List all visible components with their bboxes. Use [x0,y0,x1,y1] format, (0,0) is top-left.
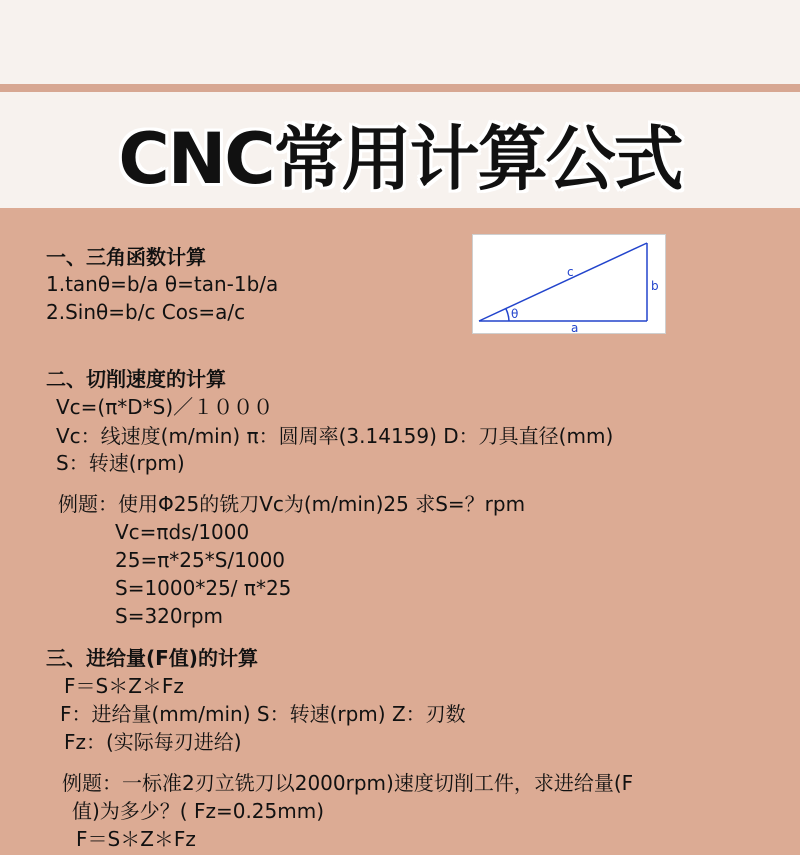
label-theta: θ [511,307,519,321]
section3-defs: F：进给量(mm/min) S：转速(rpm) Z：刃数 [60,702,466,726]
divider-bar [0,84,800,92]
section3-example-line1: 例题：一标准2刃立铣刀以2000rpm)速度切削工件，求进给量(F [62,771,634,795]
side-c-line [479,243,647,321]
section2-heading: 二、切削速度的计算 [46,367,226,391]
label-a: a [571,321,579,333]
section2-step-1: Vc=πds/1000 [115,520,250,544]
section1-line1: 1.tanθ=b/a θ=tan-1b/a [46,272,279,296]
label-c: c [567,265,574,279]
triangle-diagram [472,234,666,334]
section2-s-def: S：转速(rpm) [56,451,185,475]
section2-defs: Vc：线速度(m/min) π：圆周率(3.14159) D：刀具直径(mm) [56,424,614,448]
section1-heading: 一、三角函数计算 [46,245,206,269]
section3-formula: F＝S＊Z＊Fz [64,674,184,698]
theta-arc [506,309,509,321]
section2-example: 例题：使用Φ25的铣刀Vc为(m/min)25 求S=？rpm [58,492,526,516]
top-band [0,0,800,84]
section3-example-line2: 值)为多少？( Fz=0.25mm) [72,799,325,823]
page-title: CNC常用计算公式 [118,118,682,200]
section2-step-3: S=1000*25/ π*25 [115,576,292,600]
section3-formula-repeat: F＝S＊Z＊Fz [76,827,196,851]
section2-step-2: 25=π*25*S/1000 [115,548,286,572]
section3-heading: 三、进给量(F值)的计算 [46,646,258,670]
section1-line2: 2.Sinθ=b/c Cos=a/c [46,300,246,324]
section2-step-4: S=320rpm [115,604,224,628]
section2-formula: Vc=(π*D*S)／１０００ [56,395,274,419]
section3-fz-def: Fz：(实际每刃进给) [64,730,242,754]
label-b: b [651,279,659,293]
